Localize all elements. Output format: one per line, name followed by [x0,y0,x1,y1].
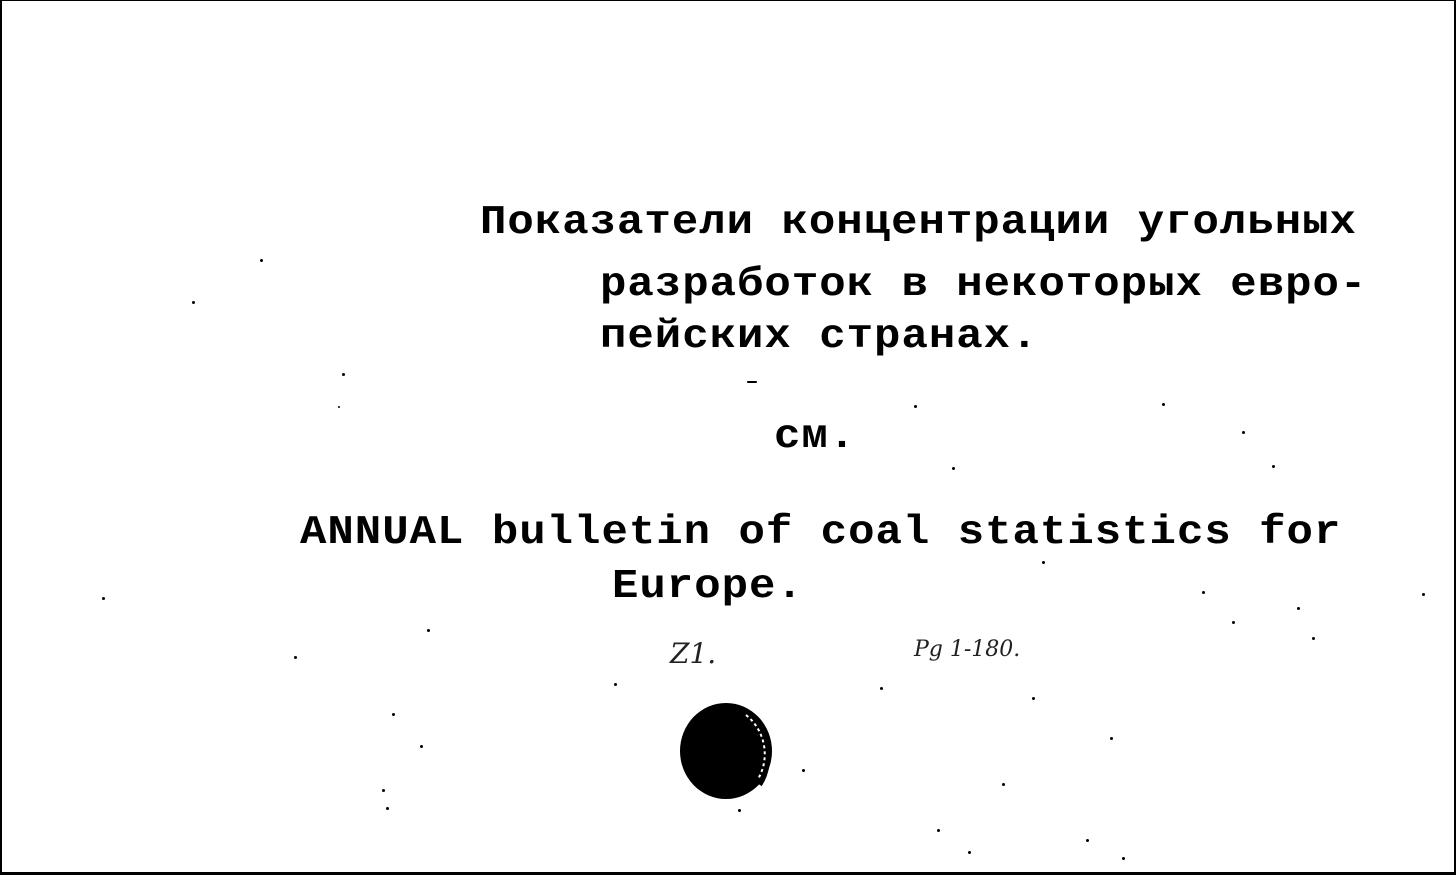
paper-speck [968,851,971,854]
paper-speck [102,597,105,600]
paper-speck [802,769,805,772]
paper-speck [1272,465,1275,468]
catalog-card [2,1,1454,872]
paper-speck [1122,857,1125,860]
paper-speck [1110,737,1113,740]
paper-speck [1042,561,1045,564]
paper-speck [1202,591,1205,594]
paper-speck [880,687,883,690]
paper-speck [1032,697,1035,700]
title-line-3: пейских странах. [600,314,1039,361]
title-line-1: Показатели концентрации угольных [480,200,1357,247]
paper-speck [420,745,423,748]
reference-line-2: Europe. [612,564,804,611]
paper-speck [1002,783,1005,786]
paper-speck [738,809,741,812]
title-line-2: разработок в некоторых евро- [600,262,1368,309]
paper-speck [1232,621,1235,624]
paper-speck [386,807,389,810]
paper-speck [382,789,385,792]
paper-speck [937,829,940,832]
paper-speck [427,629,430,632]
handwritten-call-number: Pg 1-180. [914,637,1021,662]
reference-line-1: ANNUAL bulletin of coal statistics for [300,510,1342,557]
paper-speck [1312,637,1315,640]
handwritten-shelf-mark: Z1. [670,637,717,670]
paper-speck [747,381,757,383]
paper-speck [914,405,917,408]
paper-speck [338,406,340,408]
paper-speck [294,656,297,659]
paper-speck [1242,431,1245,434]
paper-speck [614,683,617,686]
punch-hole-icon [680,701,778,801]
paper-speck [192,301,195,304]
paper-speck [1422,593,1425,596]
paper-speck [1162,403,1165,406]
paper-speck [1086,839,1089,842]
see-reference-label: см. [774,414,857,461]
paper-speck [1297,607,1300,610]
paper-speck [392,713,395,716]
paper-speck [952,467,955,470]
paper-speck [342,373,345,376]
paper-speck [260,259,263,262]
